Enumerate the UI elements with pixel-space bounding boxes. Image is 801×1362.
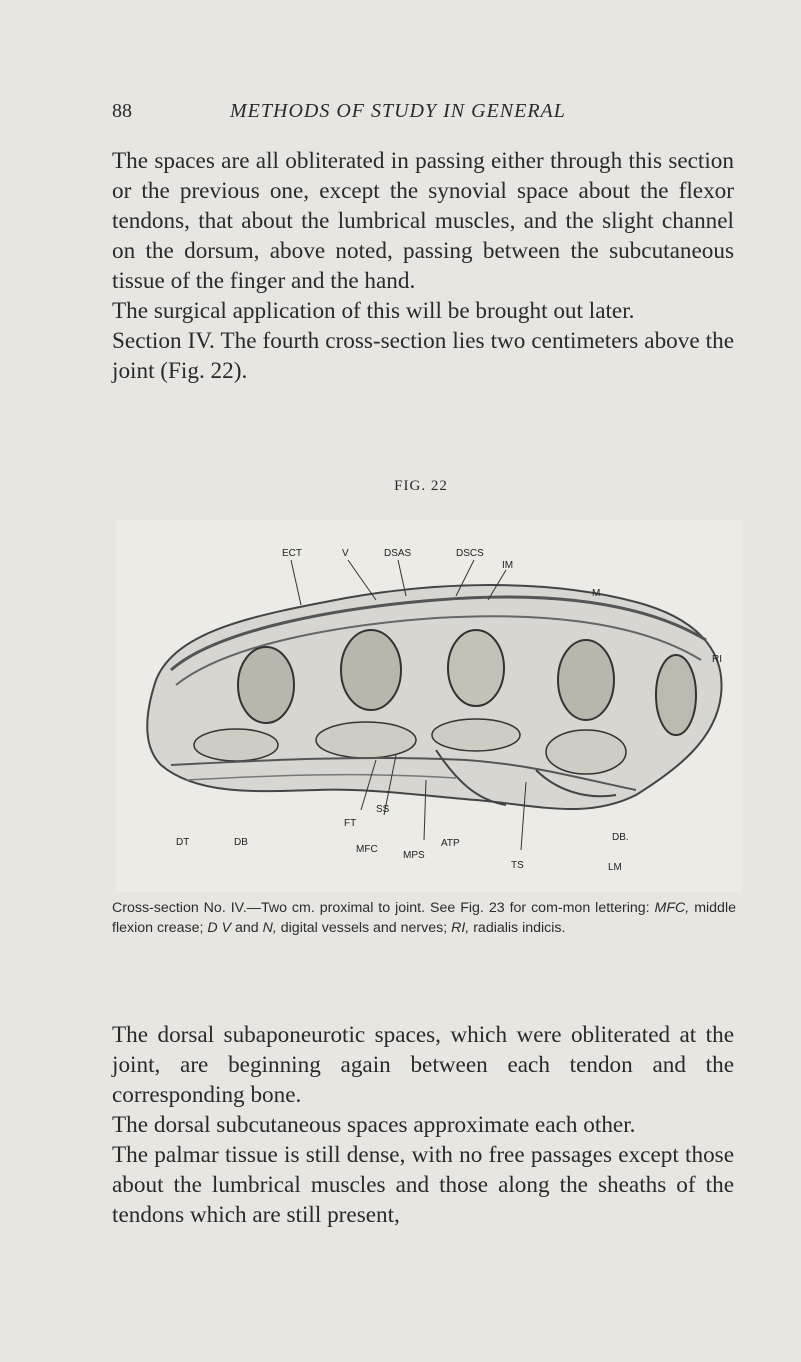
paragraph: The spaces are all obliterated in passing either through this section or the previous one, except the synovial space about the flexor tendons, that about the lumbrical muscles, and the slight channel on the dorsum, above noted, passing between the subcutaneous tissue of the finger and the hand. <box>112 148 734 294</box>
label-v: V <box>342 548 349 559</box>
paragraph: The dorsal subcutaneous spaces approximate each other. <box>112 1112 636 1138</box>
label-dscs: DSCS <box>456 548 484 559</box>
label-dsas: DSAS <box>384 548 412 559</box>
label-im: IM <box>502 560 514 571</box>
label-ts: TS <box>511 860 524 871</box>
figure-caption: Cross-section No. IV.—Two cm. proximal to joint. See Fig. 23 for com-mon lettering: MFC, middle flexion crease; D V and N, digital vessels and nerves; RI, radialis indicis. <box>112 900 736 936</box>
page-header <box>112 100 712 130</box>
figure-label: FIG. 22 <box>394 478 448 494</box>
text-block-top <box>112 146 734 386</box>
label-lm: LM <box>608 862 622 873</box>
text-block-bottom <box>112 1020 734 1230</box>
label-ss: SS <box>376 804 390 815</box>
paragraph: Section IV. The fourth cross-section lies two centimeters above the joint (Fig. 22). <box>112 328 734 384</box>
label-ect: ECT <box>282 548 302 559</box>
label-atp: ATP <box>441 838 460 849</box>
label-dt: DT <box>176 837 190 848</box>
paragraph: The dorsal subaponeurotic spaces, which were obliterated at the joint, are beginning again between each tendon and the corresponding bone. <box>112 1022 734 1108</box>
label-ft: FT <box>344 818 357 829</box>
label-ri: RI <box>712 654 722 665</box>
label-m: M <box>592 588 601 599</box>
label-mfc: MFC <box>356 844 378 855</box>
paragraph: The surgical application of this will be brought out later. <box>112 298 635 324</box>
label-mps: MPS <box>403 850 425 861</box>
label-db: DB <box>234 837 248 848</box>
running-title: METHODS OF STUDY IN GENERAL <box>230 100 566 122</box>
label-db-right: DB. <box>612 832 629 843</box>
page-number: 88 <box>112 100 132 122</box>
paragraph: The palmar tissue is still dense, with no free passages except those about the lumbrical muscles and those along the sheaths of the tendons which are still present, <box>112 1142 734 1228</box>
figure-cross-section <box>116 520 742 892</box>
cross-section-illustration <box>116 520 742 892</box>
